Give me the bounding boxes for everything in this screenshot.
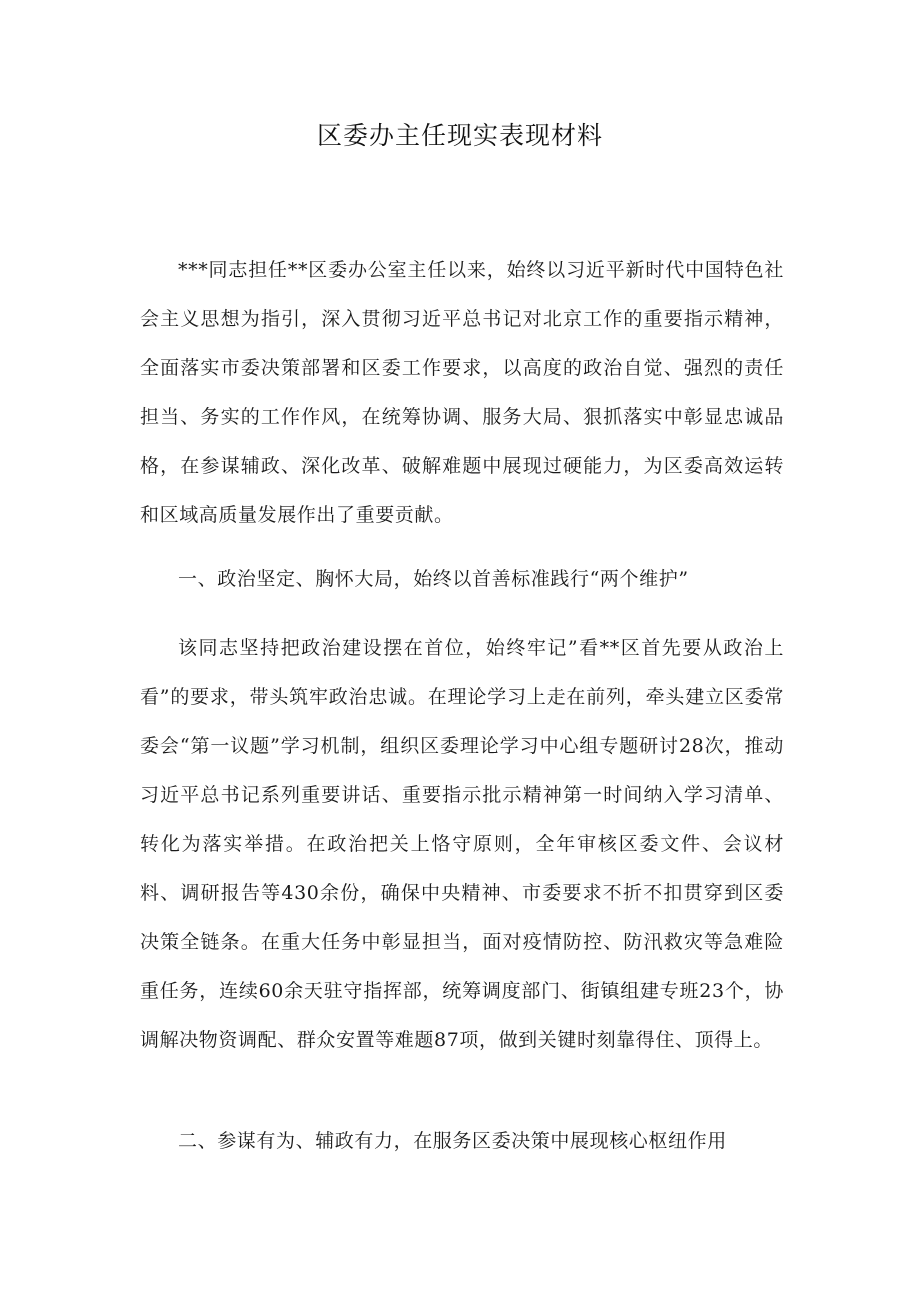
section-heading-2: 二、参谋有为、辅政有力，在服务区委决策中展现核心枢纽作用	[178, 1130, 727, 1152]
document-title: 区委办主任现实表现材料	[316, 121, 603, 150]
intro-paragraph: ***同志担任**区委办公室主任以来，始终以习近平新时代中国特色社会主义思想为指引，深入贯彻习近平总书记对北京工作的重要指示精神，全面落实市委决策部署和区委工作要求，以高度的政治自觉、强烈的责任担当、务实的工作作风，在统筹协调、服务大局、狠抓落实中彰显忠诚品格，在参谋辅政、深化改革、破解难题中展现过硬能力，为区委高效运转和区域高质量发展作出了重要贡献。	[140, 259, 784, 526]
section-heading-1: 一、政治坚定、胸怀大局，始终以首善标准践行“两个维护”	[178, 568, 689, 590]
section-1-paragraph: 该同志坚持把政治建设摆在首位，始终牢记”看**区首先要从政治上看”的要求，带头筑牢政治忠诚。在理论学习上走在前列，牵头建立区委常委会“第一议题”学习机制，组织区委理论学习中心组专题研讨28次，推动习近平总书记系列重要讲话、重要指示批示精神第一时间纳入学习清单、转化为落实举措。在政治把关上恪守原则，全年审核区委文件、会议材料、调研报告等430余份，确保中央精神、市委要求不折不扣贯穿到区委决策全链条。在重大任务中彰显担当，面对疫情防控、防汛救灾等急难险重任务，连续60余天驻守指挥部，统筹调度部门、街镇组建专班23个，协调解决物资调配、群众安置等难题87项，做到关键时刻靠得住、顶得上。	[140, 637, 784, 1051]
